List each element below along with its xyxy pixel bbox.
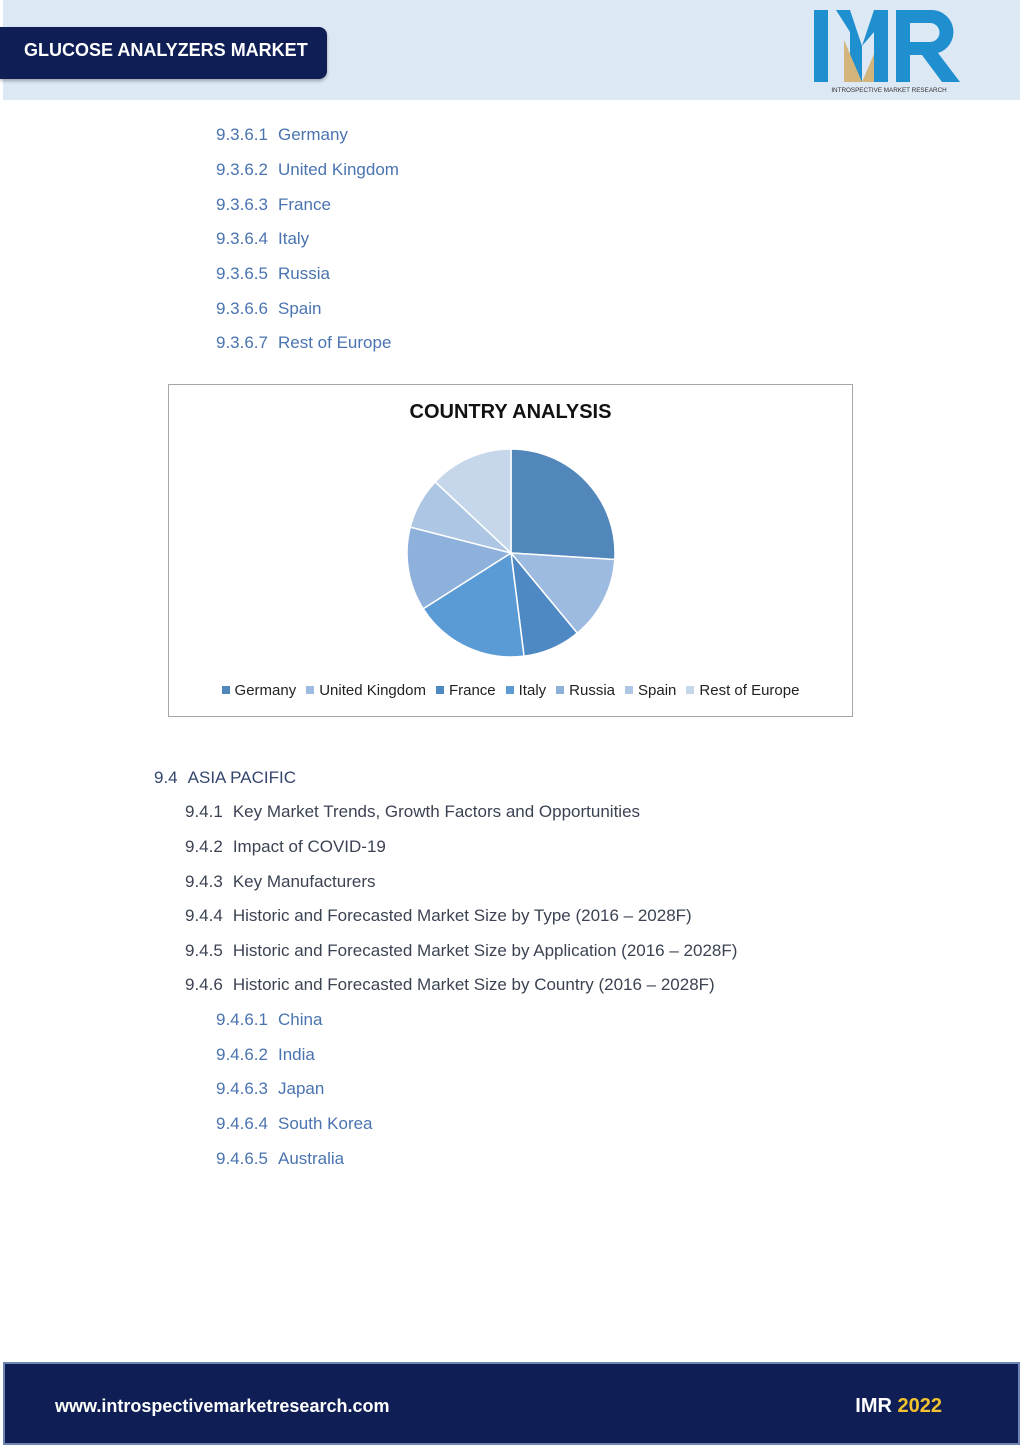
legend-swatch [506,686,514,694]
logo-letter-i [814,10,828,82]
legend-swatch [686,686,694,694]
imr-logo [814,10,964,95]
legend-item [506,682,547,699]
country-analysis-chart [168,384,853,717]
toc-item[interactable]: 9.3.6.1 Germany [216,125,348,144]
legend-item [436,682,496,699]
toc-item[interactable]: 9.4.1 Key Market Trends, Growth Factors and Opportunities [185,802,641,821]
legend-label: Russia [569,682,616,699]
toc-item[interactable]: 9.3.6.6 Spain [216,299,322,318]
toc-item[interactable]: 9.4.2 Impact of COVID-19 [185,837,386,856]
toc-item[interactable]: 9.4.6.2 India [216,1045,315,1064]
toc-item[interactable]: 9.3.6.4 Italy [216,229,310,248]
toc-item[interactable]: 9.3.6.2 United Kingdom [216,160,399,179]
toc-item[interactable]: 9.4.5 Historic and Forecasted Market Size by Application (2016 – 2028F) [185,941,738,960]
logo-letter-r [896,10,960,82]
toc-item[interactable]: 9.4.6 Historic and Forecasted Market Size by Country (2016 – 2028F) [185,975,715,994]
chart-title: COUNTRY ANALYSIS [409,401,612,423]
toc-item[interactable]: 9.4.6.3 Japan [216,1079,325,1098]
legend-item [306,682,426,699]
logo-caption: INTROSPECTIVE MARKET RESEARCH [831,87,947,94]
toc-item[interactable]: 9.4.6.5 Australia [216,1149,345,1168]
section-heading-asia-pacific[interactable]: 9.4 ASIA PACIFIC [154,768,296,787]
footer-brand-name: IMR [855,1395,892,1417]
toc-item[interactable]: 9.4.6.4 South Korea [216,1114,373,1133]
legend-swatch [222,686,230,694]
report-title-badge: GLUCOSE ANALYZERS MARKET [0,27,327,79]
logo-letter-m-right [862,10,888,82]
legend-item [625,682,676,699]
toc-item[interactable]: 9.3.6.3 France [216,195,331,214]
legend-label: Germany [234,682,297,699]
footer [3,1362,1020,1445]
footer-website-link[interactable]: www.introspectivemarketresearch.com [55,1396,390,1416]
legend-label: United Kingdom [319,682,426,699]
legend-swatch [306,686,314,694]
footer-year: 2022 [897,1395,942,1417]
pie-slice-germany [511,449,615,560]
legend-swatch [556,686,564,694]
chart-legend [169,682,852,699]
footer-brand [855,1395,942,1418]
toc-item[interactable]: 9.4.3 Key Manufacturers [185,872,376,891]
toc-item[interactable]: 9.4.6.1 China [216,1010,323,1029]
legend-label: France [448,682,496,699]
toc-item[interactable]: 9.3.6.7 Rest of Europe [216,333,392,352]
legend-item [686,682,799,699]
legend-label: Italy [518,682,547,699]
toc-item[interactable]: 9.4.4 Historic and Forecasted Market Size by Type (2016 – 2028F) [185,906,692,925]
toc-item[interactable]: 9.3.6.5 Russia [216,264,330,283]
legend-item [222,682,297,699]
legend-swatch [436,686,444,694]
legend-item [556,682,615,699]
legend-swatch [625,686,633,694]
pie-chart [169,385,854,718]
legend-label: Rest of Europe [699,682,800,699]
legend-label: Spain [638,682,677,699]
